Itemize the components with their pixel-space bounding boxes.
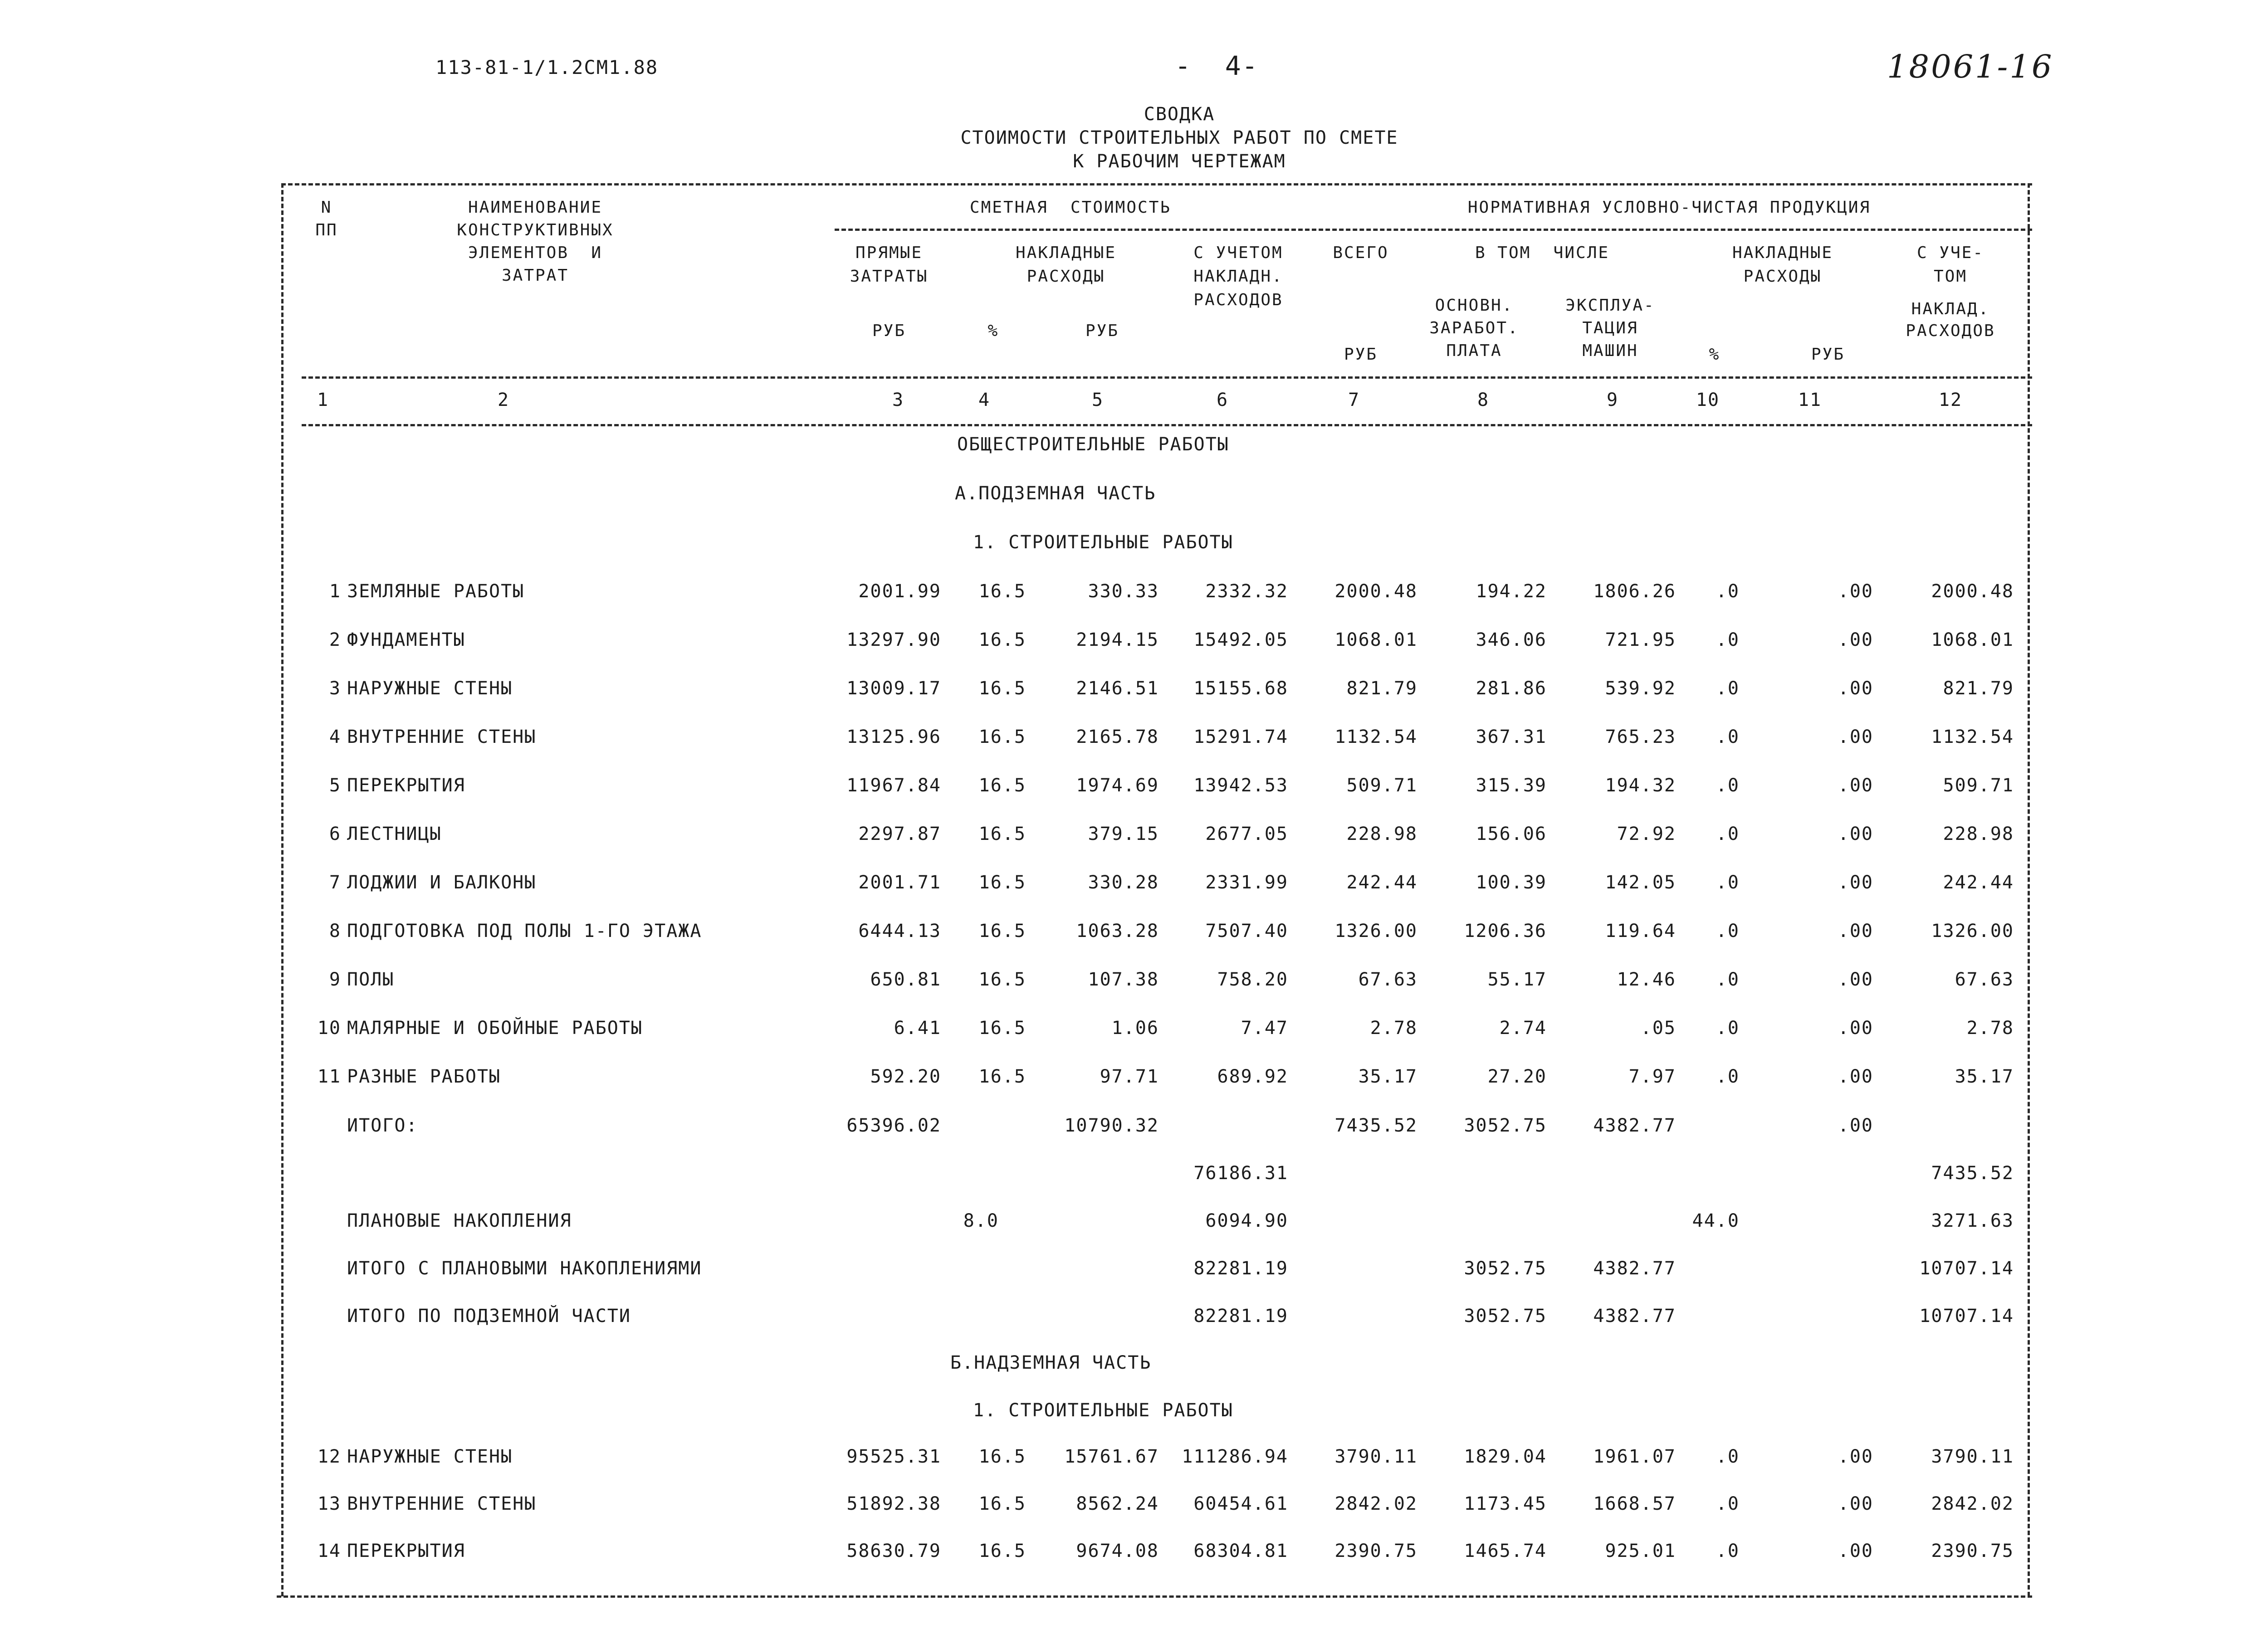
row-number: 10 [317,1018,341,1039]
col-header-machines-1: ЭКСПЛУА- [1565,296,1655,315]
cell-col-3: 650.81 [870,969,941,990]
cell-col-12: 242.44 [1943,872,2014,893]
cell-col-8: 156.06 [1476,824,1547,844]
cell-col-8: 315.39 [1476,775,1547,796]
cell-col-4: 16.5 [978,1493,1026,1514]
header-sub-divider [835,229,2032,231]
cell-col-11: .00 [1838,581,1873,602]
cell-col-5: 379.15 [1088,824,1159,844]
cell-col-3: 13009.17 [846,678,941,699]
row-number: 13 [317,1493,341,1514]
cell-col-11: .00 [1838,1446,1873,1467]
col-header-ncp-overhead-1: НАКЛАДНЫЕ [1732,244,1833,262]
row-name: ФУНДАМЕНТЫ [347,629,465,650]
cell-col-6: 2332.32 [1205,581,1288,602]
cell-col-6: 2677.05 [1205,824,1288,844]
cell-col-11: .00 [1838,1493,1873,1514]
itogo-label: ИТОГО: [347,1115,418,1136]
cell-col-9: 119.64 [1605,921,1676,941]
col-header-wage-1: ОСНОВН. [1435,296,1514,315]
cell-col-4: 16.5 [978,824,1026,844]
cell-col-3: 51892.38 [846,1493,941,1514]
col-header-num-2: ПП [315,221,338,239]
column-index-8: 8 [1477,390,1490,410]
cell-col-5: 1063.28 [1076,921,1159,941]
cell-col-8: 1465.74 [1464,1541,1547,1561]
col-header-direct-costs-2: ЗАТРАТЫ [850,267,929,286]
cell-col-12: 1326.00 [1931,921,2014,941]
total-underground-label: ИТОГО ПО ПОДЗЕМНОЙ ЧАСТИ [347,1306,631,1327]
cell-col-7: 2390.75 [1334,1541,1418,1561]
cell-col-10: .0 [1716,1446,1740,1467]
cell-col-9: 194.32 [1605,775,1676,796]
cell-col-7: 35.17 [1358,1066,1418,1087]
planned-savings-ncp-amount: 3271.63 [1931,1210,2014,1231]
table-right-border [2028,183,2030,1596]
row-name: ВНУТРЕННИЕ СТЕНЫ [347,1493,537,1514]
cell-col-4: 16.5 [978,872,1026,893]
cell-col-5: 107.38 [1088,969,1159,990]
cell-col-11: .00 [1838,824,1873,844]
cell-col-10: .0 [1716,1066,1740,1087]
cell-col-7: 3790.11 [1334,1446,1418,1467]
cell-col-7: 242.44 [1346,872,1418,893]
total-with-savings-label: ИТОГО С ПЛАНОВЫМИ НАКОПЛЕНИЯМИ [347,1258,702,1279]
cell-col-8: 55.17 [1487,969,1547,990]
column-index-5: 5 [1091,390,1104,410]
total-with-savings-machines: 4382.77 [1593,1258,1676,1279]
cell-col-10: .0 [1716,1493,1740,1514]
subtotal-ncp-with-overhead: 7435.52 [1931,1163,2014,1184]
column-index-7: 7 [1348,390,1360,410]
planned-savings-label: ПЛАНОВЫЕ НАКОПЛЕНИЯ [347,1210,572,1231]
cell-col-7: 228.98 [1346,824,1418,844]
cell-col-11: .00 [1838,678,1873,699]
cell-col-3: 6.41 [894,1018,941,1039]
unit-rub-direct: РУБ [872,322,906,340]
cell-col-4: 16.5 [978,1066,1026,1087]
col-header-ncp-overhead-2: РАСХОДЫ [1743,267,1822,286]
section-construction-works-b: 1. СТРОИТЕЛЬНЫЕ РАБОТЫ [973,1400,1233,1421]
cell-col-4: 16.5 [978,727,1026,747]
col-header-machines-2: ТАЦИЯ [1582,319,1638,337]
cell-col-9: 72.92 [1617,824,1676,844]
cell-col-5: 8562.24 [1076,1493,1159,1514]
section-general-works: ОБЩЕСТРОИТЕЛЬНЫЕ РАБОТЫ [957,434,1229,455]
row-number: 11 [317,1066,341,1087]
cell-col-12: 2.78 [1966,1018,2014,1039]
cell-col-6: 689.92 [1217,1066,1288,1087]
cell-col-8: 27.20 [1487,1066,1547,1087]
cell-col-12: 67.63 [1955,969,2014,990]
column-index-4: 4 [978,390,991,410]
cell-col-12: 2842.02 [1931,1493,2014,1514]
cell-col-3: 58630.79 [846,1541,941,1561]
row-name: МАЛЯРНЫЕ И ОБОЙНЫЕ РАБОТЫ [347,1018,643,1039]
cell-col-7: 509.71 [1346,775,1418,796]
row-number: 9 [329,969,341,990]
cell-col-9: 539.92 [1605,678,1676,699]
itogo-wage: 3052.75 [1464,1115,1547,1136]
cell-col-3: 592.20 [870,1066,941,1087]
cell-col-10: .0 [1716,1018,1740,1039]
cell-col-10: .0 [1716,872,1740,893]
cell-col-8: 346.06 [1476,629,1547,650]
cell-col-4: 16.5 [978,1446,1026,1467]
cell-col-3: 6444.13 [858,921,941,941]
cell-col-4: 16.5 [978,629,1026,650]
cell-col-5: 330.28 [1088,872,1159,893]
row-name: ПЕРЕКРЫТИЯ [347,775,465,796]
cell-col-4: 16.5 [978,921,1026,941]
column-index-11: 11 [1798,390,1822,410]
cell-col-12: 2390.75 [1931,1541,2014,1561]
cell-col-8: 281.86 [1476,678,1547,699]
row-name: ЛЕСТНИЦЫ [347,824,442,844]
unit-rub-ncp: РУБ [1811,345,1845,364]
row-number: 4 [329,727,341,747]
planned-savings-pct: 8.0 [963,1210,999,1231]
total-underground-wage: 3052.75 [1464,1306,1547,1327]
cell-col-10: .0 [1716,775,1740,796]
row-number: 1 [329,581,341,602]
total-with-savings-ncp: 10707.14 [1919,1258,2014,1279]
cell-col-3: 11967.84 [846,775,941,796]
column-index-2: 2 [497,390,510,410]
cell-col-12: 1132.54 [1931,727,2014,747]
col-header-with-overhead-3: РАСХОДОВ [1193,291,1283,309]
column-index-1: 1 [317,390,329,410]
row-number: 7 [329,872,341,893]
unit-rub-overhead: РУБ [1085,322,1119,340]
cell-col-6: 111286.94 [1182,1446,1288,1467]
cell-col-8: 1829.04 [1464,1446,1547,1467]
itogo-direct: 65396.02 [846,1115,941,1136]
cell-col-3: 13125.96 [846,727,941,747]
cell-col-9: 765.23 [1605,727,1676,747]
cell-col-7: 2842.02 [1334,1493,1418,1514]
total-with-savings-amount: 82281.19 [1193,1258,1288,1279]
title-line-1: СВОДКА [1144,104,1215,125]
col-header-ncp-with-1: С УЧЕ- [1916,244,1984,262]
col-header-num: N [321,198,332,217]
cell-col-10: .0 [1716,921,1740,941]
cell-col-4: 16.5 [978,969,1026,990]
row-name: РАЗНЫЕ РАБОТЫ [347,1066,501,1087]
section-underground-part: А.ПОДЗЕМНАЯ ЧАСТЬ [955,483,1156,504]
cell-col-12: 2000.48 [1931,581,2014,602]
itogo-ncp-overhead: .00 [1838,1115,1873,1136]
cell-col-6: 15492.05 [1193,629,1288,650]
cell-col-4: 16.5 [978,1541,1026,1561]
subtotal-with-overhead: 76186.31 [1193,1163,1288,1184]
cell-col-3: 13297.90 [846,629,941,650]
cell-col-5: 1.06 [1111,1018,1159,1039]
cell-col-7: 1132.54 [1334,727,1418,747]
cell-col-11: .00 [1838,727,1873,747]
col-header-name-4: ЗАТРАТ [501,266,569,285]
cell-col-4: 16.5 [978,1018,1026,1039]
cell-col-6: 68304.81 [1193,1541,1288,1561]
col-header-ncp-with-4: РАСХОДОВ [1906,322,1995,340]
cell-col-6: 7.47 [1241,1018,1288,1039]
cell-col-5: 2165.78 [1076,727,1159,747]
cell-col-11: .00 [1838,872,1873,893]
col-header-ncp-with-2: ТОМ [1933,267,1968,286]
col-header-name-2: КОНСТРУКТИВНЫХ [457,221,614,239]
cell-col-7: 821.79 [1346,678,1418,699]
cell-col-12: 509.71 [1943,775,2014,796]
cell-col-5: 15761.67 [1064,1446,1159,1467]
cell-col-6: 15155.68 [1193,678,1288,699]
cell-col-8: 1173.45 [1464,1493,1547,1514]
col-header-with-overhead-2: НАКЛАДН. [1193,267,1283,286]
row-name: НАРУЖНЫЕ СТЕНЫ [347,1446,513,1467]
cell-col-7: 1068.01 [1334,629,1418,650]
cell-col-6: 60454.61 [1193,1493,1288,1514]
cell-col-8: 100.39 [1476,872,1547,893]
unit-pct-ncp: % [1709,345,1721,364]
cell-col-3: 2001.71 [858,872,941,893]
column-index-12: 12 [1938,390,1963,410]
cell-col-5: 2194.15 [1076,629,1159,650]
cell-col-8: 2.74 [1499,1018,1547,1039]
cell-col-3: 2297.87 [858,824,941,844]
column-index-6: 6 [1216,390,1229,410]
total-underground-machines: 4382.77 [1593,1306,1676,1327]
title-line-2: СТОИМОСТИ СТРОИТЕЛЬНЫХ РАБОТ ПО СМЕТЕ [960,127,1398,148]
column-index-10: 10 [1696,390,1720,410]
col-header-name-1: НАИМЕНОВАНИЕ [468,198,603,217]
cell-col-9: 721.95 [1605,629,1676,650]
cell-col-10: .0 [1716,678,1740,699]
handwritten-stamp-number: 18061-16 [1887,48,2054,85]
row-name: НАРУЖНЫЕ СТЕНЫ [347,678,513,699]
cell-col-9: 1668.57 [1593,1493,1676,1514]
total-underground-ncp: 10707.14 [1919,1306,2014,1327]
cell-col-9: 7.97 [1628,1066,1676,1087]
itogo-overhead: 10790.32 [1064,1115,1159,1136]
cell-col-4: 16.5 [978,678,1026,699]
cell-col-5: 330.33 [1088,581,1159,602]
column-index-9: 9 [1606,390,1619,410]
planned-savings-ncp-pct: 44.0 [1692,1210,1740,1231]
cell-col-8: 367.31 [1476,727,1547,747]
cell-col-9: .05 [1640,1018,1676,1039]
section-construction-works-a: 1. СТРОИТЕЛЬНЫЕ РАБОТЫ [973,532,1233,553]
col-header-total: ВСЕГО [1333,244,1389,262]
col-header-normative-net-production: НОРМАТИВНАЯ УСЛОВНО-ЧИСТАЯ ПРОДУКЦИЯ [1467,198,1871,217]
col-header-direct-costs-1: ПРЯМЫЕ [855,244,923,262]
col-header-overhead-1: НАКЛАДНЫЕ [1015,244,1117,262]
row-number: 2 [329,629,341,650]
row-name: ВНУТРЕННИЕ СТЕНЫ [347,727,537,747]
cell-col-7: 2000.48 [1334,581,1418,602]
index-row-top-border [302,376,2032,379]
cell-col-12: 821.79 [1943,678,2014,699]
cell-col-11: .00 [1838,969,1873,990]
cell-col-4: 16.5 [978,775,1026,796]
cell-col-9: 142.05 [1605,872,1676,893]
row-number: 3 [329,678,341,699]
cell-col-10: .0 [1716,629,1740,650]
total-underground-amount: 82281.19 [1193,1306,1288,1327]
cell-col-11: .00 [1838,1018,1873,1039]
col-header-including: В ТОМ ЧИСЛЕ [1475,244,1610,262]
itogo-ncp-total: 7435.52 [1334,1115,1418,1136]
cell-col-11: .00 [1838,921,1873,941]
col-header-wage-3: ПЛАТА [1446,341,1502,360]
cell-col-8: 194.22 [1476,581,1547,602]
cell-col-11: .00 [1838,1541,1873,1561]
cell-col-10: .0 [1716,727,1740,747]
cell-col-5: 9674.08 [1076,1541,1159,1561]
row-number: 8 [329,921,341,941]
col-header-wage-2: ЗАРАБОТ. [1429,319,1519,337]
cell-col-6: 13942.53 [1193,775,1288,796]
cell-col-5: 97.71 [1100,1066,1159,1087]
cell-col-12: 3790.11 [1931,1446,2014,1467]
row-name: ЗЕМЛЯНЫЕ РАБОТЫ [347,581,525,602]
column-index-3: 3 [892,390,904,410]
cell-col-12: 1068.01 [1931,629,2014,650]
cell-col-10: .0 [1716,824,1740,844]
row-number: 12 [317,1446,341,1467]
itogo-machines: 4382.77 [1593,1115,1676,1136]
index-row-bottom-border [302,424,2032,426]
col-header-overhead-2: РАСХОДЫ [1026,267,1105,286]
col-header-machines-3: МАШИН [1582,341,1638,360]
cell-col-12: 35.17 [1955,1066,2014,1087]
cell-col-12: 228.98 [1943,824,2014,844]
row-name: ПОДГОТОВКА ПОД ПОЛЫ 1-ГО ЭТАЖА [347,921,702,941]
cell-col-10: .0 [1716,581,1740,602]
section-aboveground-part: Б.НАДЗЕМНАЯ ЧАСТЬ [950,1352,1152,1373]
col-header-estimated-cost: СМЕТНАЯ СТОИМОСТЬ [969,198,1172,217]
cell-col-9: 1961.07 [1593,1446,1676,1467]
row-number: 5 [329,775,341,796]
cell-col-6: 758.20 [1217,969,1288,990]
unit-rub-total: РУБ [1344,345,1378,364]
cell-col-7: 2.78 [1370,1018,1418,1039]
cell-col-3: 95525.31 [846,1446,941,1467]
unit-pct-overhead: % [987,322,999,340]
col-header-ncp-with-3: НАКЛАД. [1911,300,1990,318]
cell-col-3: 2001.99 [858,581,941,602]
row-name: ЛОДЖИИ И БАЛКОНЫ [347,872,537,893]
total-with-savings-wage: 3052.75 [1464,1258,1547,1279]
planned-savings-amount: 6094.90 [1205,1210,1288,1231]
cell-col-6: 2331.99 [1205,872,1288,893]
row-number: 6 [329,824,341,844]
title-line-3: К РАБОЧИМ ЧЕРТЕЖАМ [1073,151,1286,172]
cell-col-5: 2146.51 [1076,678,1159,699]
cell-col-8: 1206.36 [1464,921,1547,941]
cell-col-4: 16.5 [978,581,1026,602]
row-name: ПЕРЕКРЫТИЯ [347,1541,465,1561]
cell-col-7: 67.63 [1358,969,1418,990]
cell-col-9: 925.01 [1605,1541,1676,1561]
col-header-with-overhead-1: С УЧЕТОМ [1193,244,1283,262]
col-header-name-3: ЭЛЕМЕНТОВ И [468,244,603,262]
row-number: 14 [317,1541,341,1561]
cell-col-11: .00 [1838,1066,1873,1087]
cell-col-10: .0 [1716,1541,1740,1561]
cell-col-11: .00 [1838,629,1873,650]
row-name: ПОЛЫ [347,969,395,990]
cell-col-11: .00 [1838,775,1873,796]
cell-col-6: 15291.74 [1193,727,1288,747]
cell-col-7: 1326.00 [1334,921,1418,941]
cell-col-9: 12.46 [1617,969,1676,990]
cell-col-5: 1974.69 [1076,775,1159,796]
page-number: - 4- [1175,50,1259,81]
table-top-border [281,183,2032,185]
table-bottom-border [277,1595,2032,1598]
cell-col-9: 1806.26 [1593,581,1676,602]
document-code: 113-81-1/1.2СМ1.88 [435,56,659,78]
cell-col-6: 7507.40 [1205,921,1288,941]
cell-col-10: .0 [1716,969,1740,990]
